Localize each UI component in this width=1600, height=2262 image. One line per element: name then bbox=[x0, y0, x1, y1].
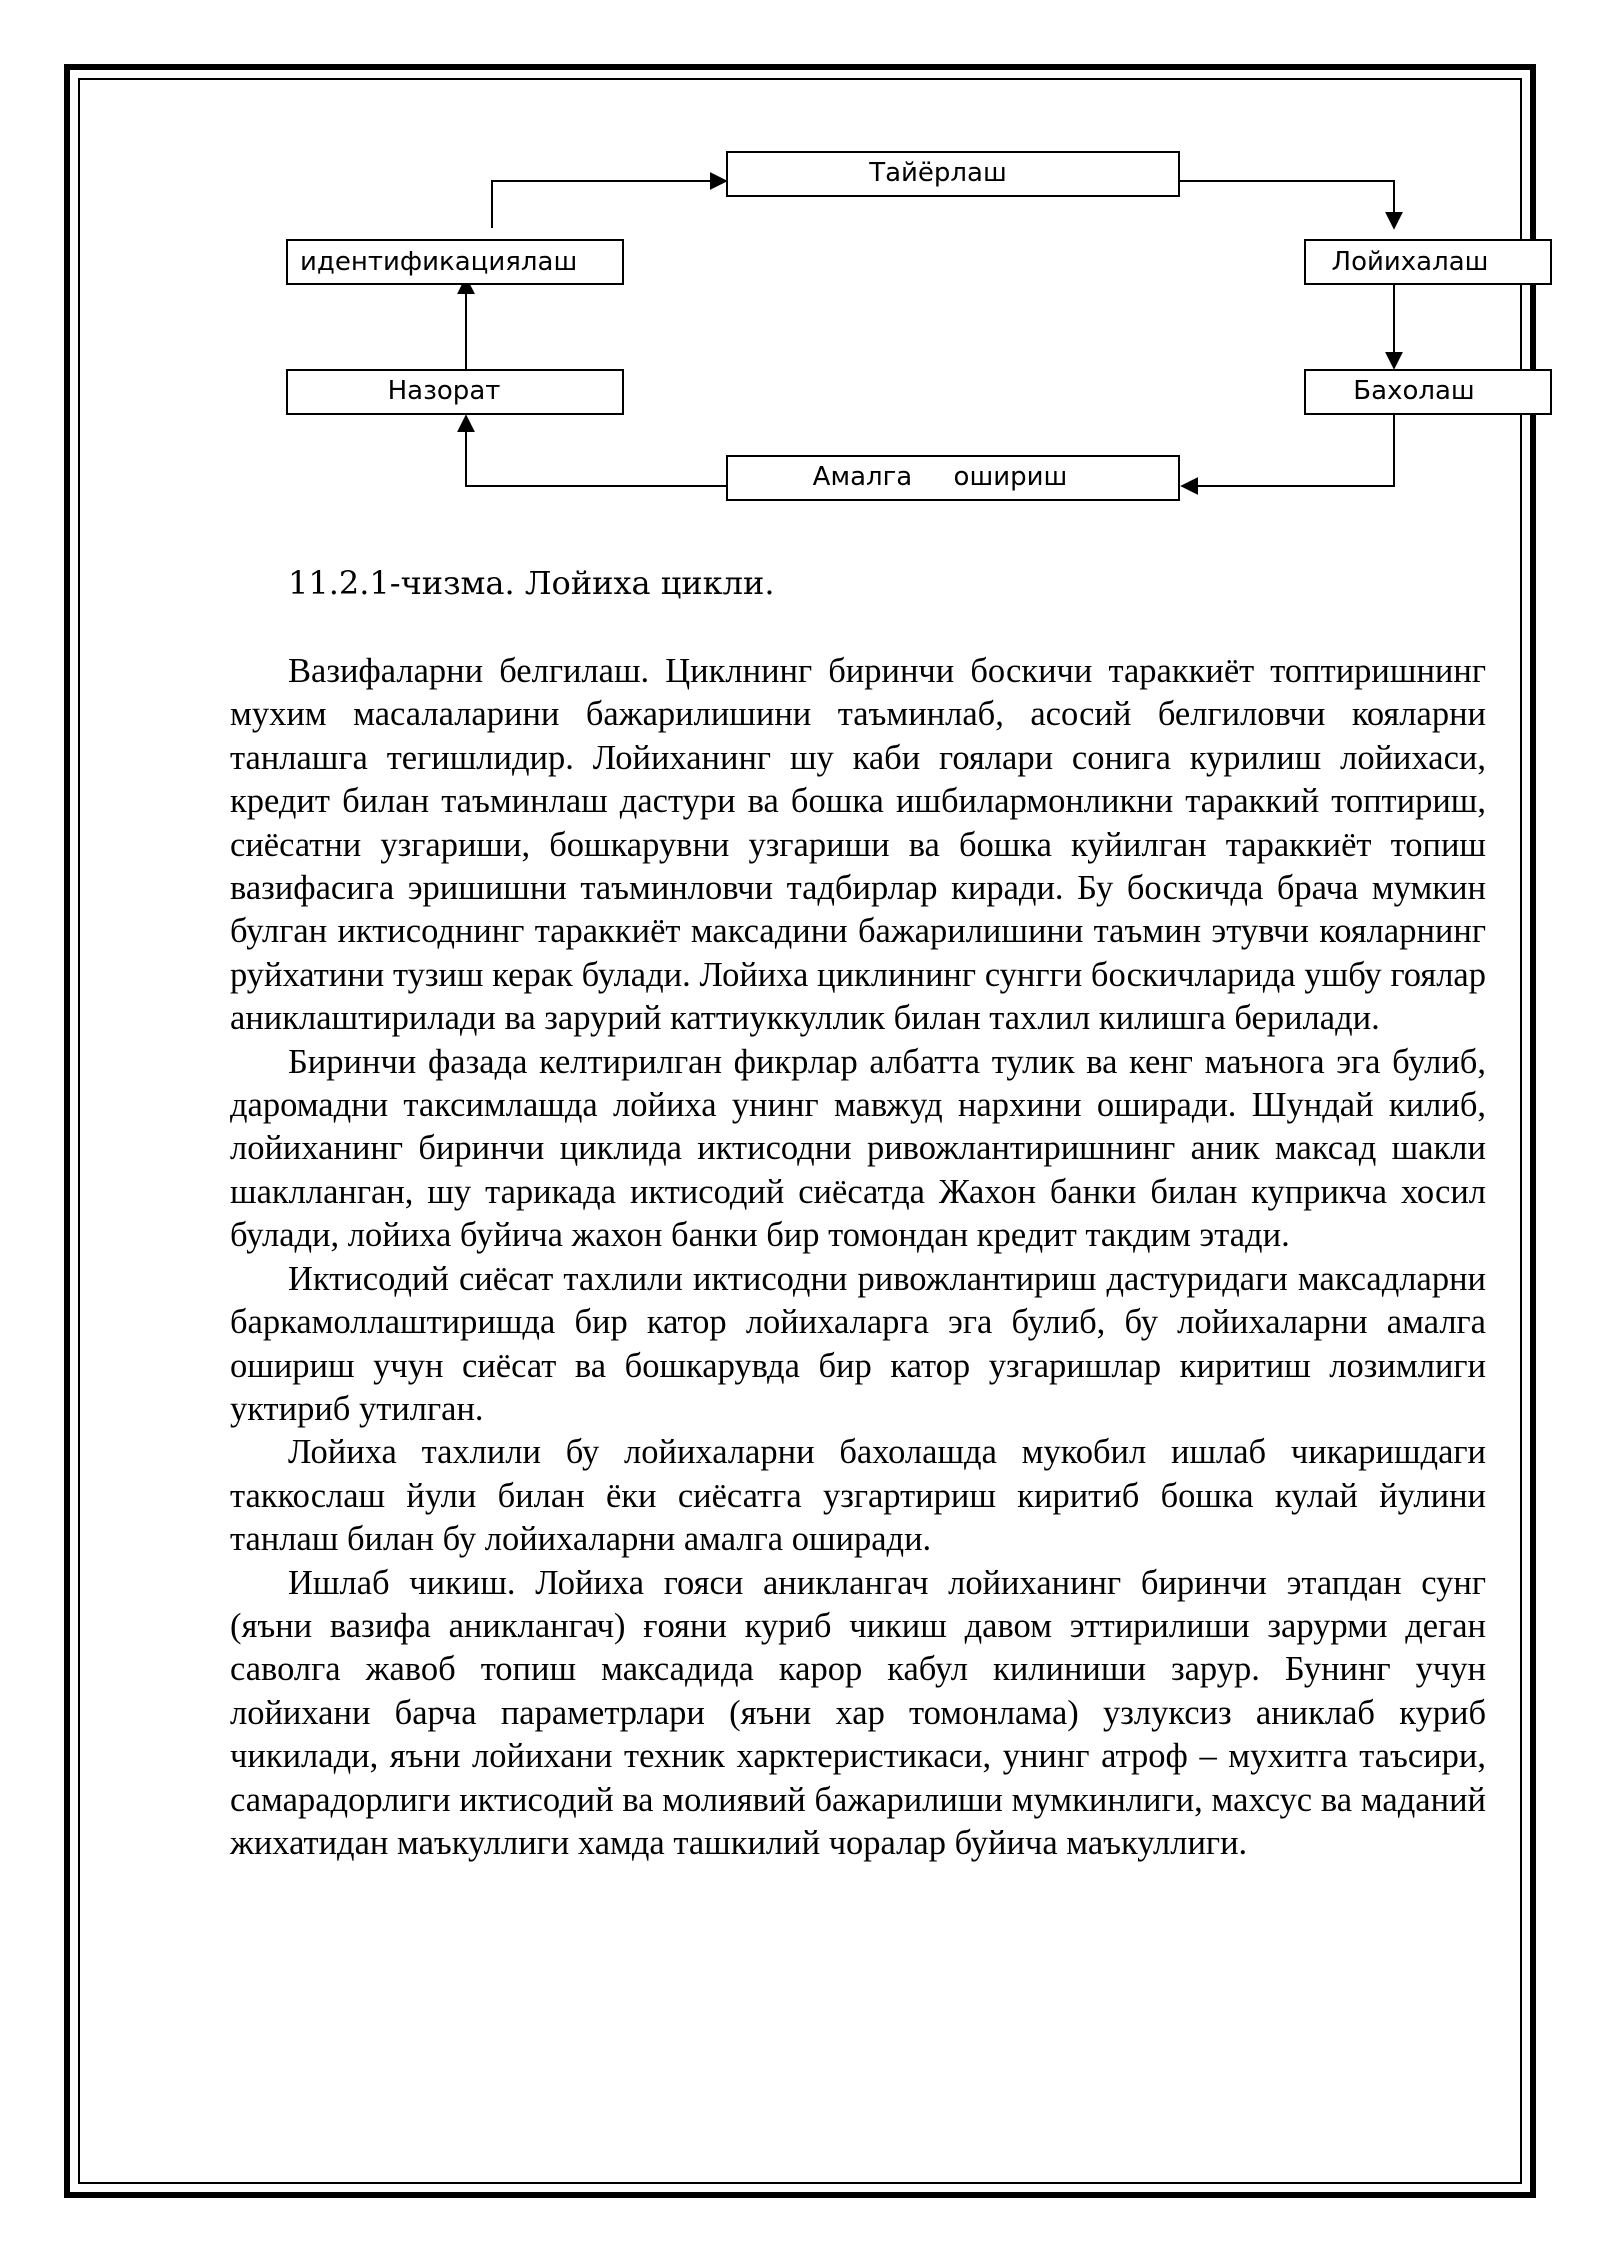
node-design-label: Лойихалаш bbox=[1331, 247, 1489, 277]
paragraph-project-analysis: Лойиха тахлили бу лойихаларни бахолашда мукобил ишлаб чикаришдаги таккослаш йули билан ёки сиёсатга узгартириш киритиб бошка кулай йулини танлаш билан бу лойихаларни амалга оширади. bbox=[230, 1433, 1486, 1559]
paragraph-development: Ишлаб чикиш. Лойиха гояси аниклангач лойиханинг биринчи этапдан сунг (яъни вазифа аниклангач) ғояни куриб чикиш давом эттирилиши зарурми деган саволга жавоб топиш максадида карор кабул килиниши зарур. Бунинг учун лойихани барча параметрлари (яъни хар томонлама) узлуксиз аниклаб куриб чикилади, яъни лойихани техник харктеристикаси, унинг атроф – мухитга таъсири, самарадорлиги иктисодий ва молиявий бажарилиши мумкинлиги, махсус ва маданий жихатидан маъкуллиги хамда ташкилий чоралар буйича маъкуллиги. bbox=[230, 1563, 1486, 1862]
figure-caption: 11.2.1-чизма. Лойиха цикли. bbox=[288, 564, 775, 602]
arrow-evaluation-to-implementation bbox=[1182, 413, 1394, 486]
node-control bbox=[287, 370, 623, 414]
node-preparation bbox=[727, 152, 1179, 196]
node-implementation bbox=[727, 456, 1179, 500]
node-implementation-label: Амалга ошириш bbox=[812, 462, 1068, 492]
paragraph-first-phase: Биринчи фазада келтирилган фикрлар албатта тулик ва кенг маънога эга булиб, даромадни таксимлашда лойиха унинг мавжуд нархини оширади. Шундай килиб, лойиханинг биринчи циклида иктисодни ривожлантиришнинг аник максад шакли шаклланган, шу тарикада иктисодий сиёсатда Жахон банки билан куприкча хосил булади, лойиха буйича жахон банки бир томондан кредит такдим этади. bbox=[230, 1042, 1486, 1255]
arrow-implementation-to-control bbox=[466, 416, 726, 486]
node-identification-label: идентификациялаш bbox=[300, 247, 578, 277]
node-evaluation bbox=[1305, 370, 1551, 414]
paragraph-tasks: Вазифаларни белгилаш. Циклнинг биринчи боскичи тараккиёт топтиришнинг мухим масалаларини бажарилишини таъминлаб, асосий белгиловчи кояларни танлашга тегишлидир. Лойиханинг шу каби гоялари сонига курилиш лойихаси, кредит билан таъминлаш дастури ва бошка ишбилармонликни тараккий топтириш, сиёсатни узгариши, бошкарувни узгариши ва бошка куйилган тараккиёт топиш вазифасига эришишни таъминловчи тадбирлар киради. Бу боскичда брача мумкин булган иктисоднинг тараккиёт максадини бажарилишини таъмин этувчи кояларнинг руйхатини тузиш керак булади. Лойиха циклининг сунгги боскичларида ушбу гоялар аниклаштирилади ва зарурий каттиуккуллик билан тахлил килишга берилади. bbox=[230, 652, 1486, 1038]
node-preparation-label: Тайёрлаш bbox=[869, 158, 1007, 188]
arrow-identification-to-preparation bbox=[492, 181, 726, 228]
project-cycle-diagram bbox=[0, 0, 1600, 540]
node-design bbox=[1305, 240, 1551, 284]
node-control-label: Назорат bbox=[387, 376, 501, 406]
paragraph-economic-policy: Иктисодий сиёсат тахлили иктисодни ривожлантириш дастуридаги максадларни баркамоллаштиришда бир катор лойихаларга эга булиб, бу лойихаларни амалга ошириш учун сиёсат ва бошкарувда бир катор узгаришлар киритиш лозимлиги уктириб утилган. bbox=[230, 1259, 1486, 1428]
node-evaluation-label: Бахолаш bbox=[1353, 376, 1475, 406]
body-text bbox=[230, 650, 1486, 1865]
node-identification bbox=[287, 240, 623, 284]
arrow-preparation-to-design bbox=[1180, 181, 1394, 228]
